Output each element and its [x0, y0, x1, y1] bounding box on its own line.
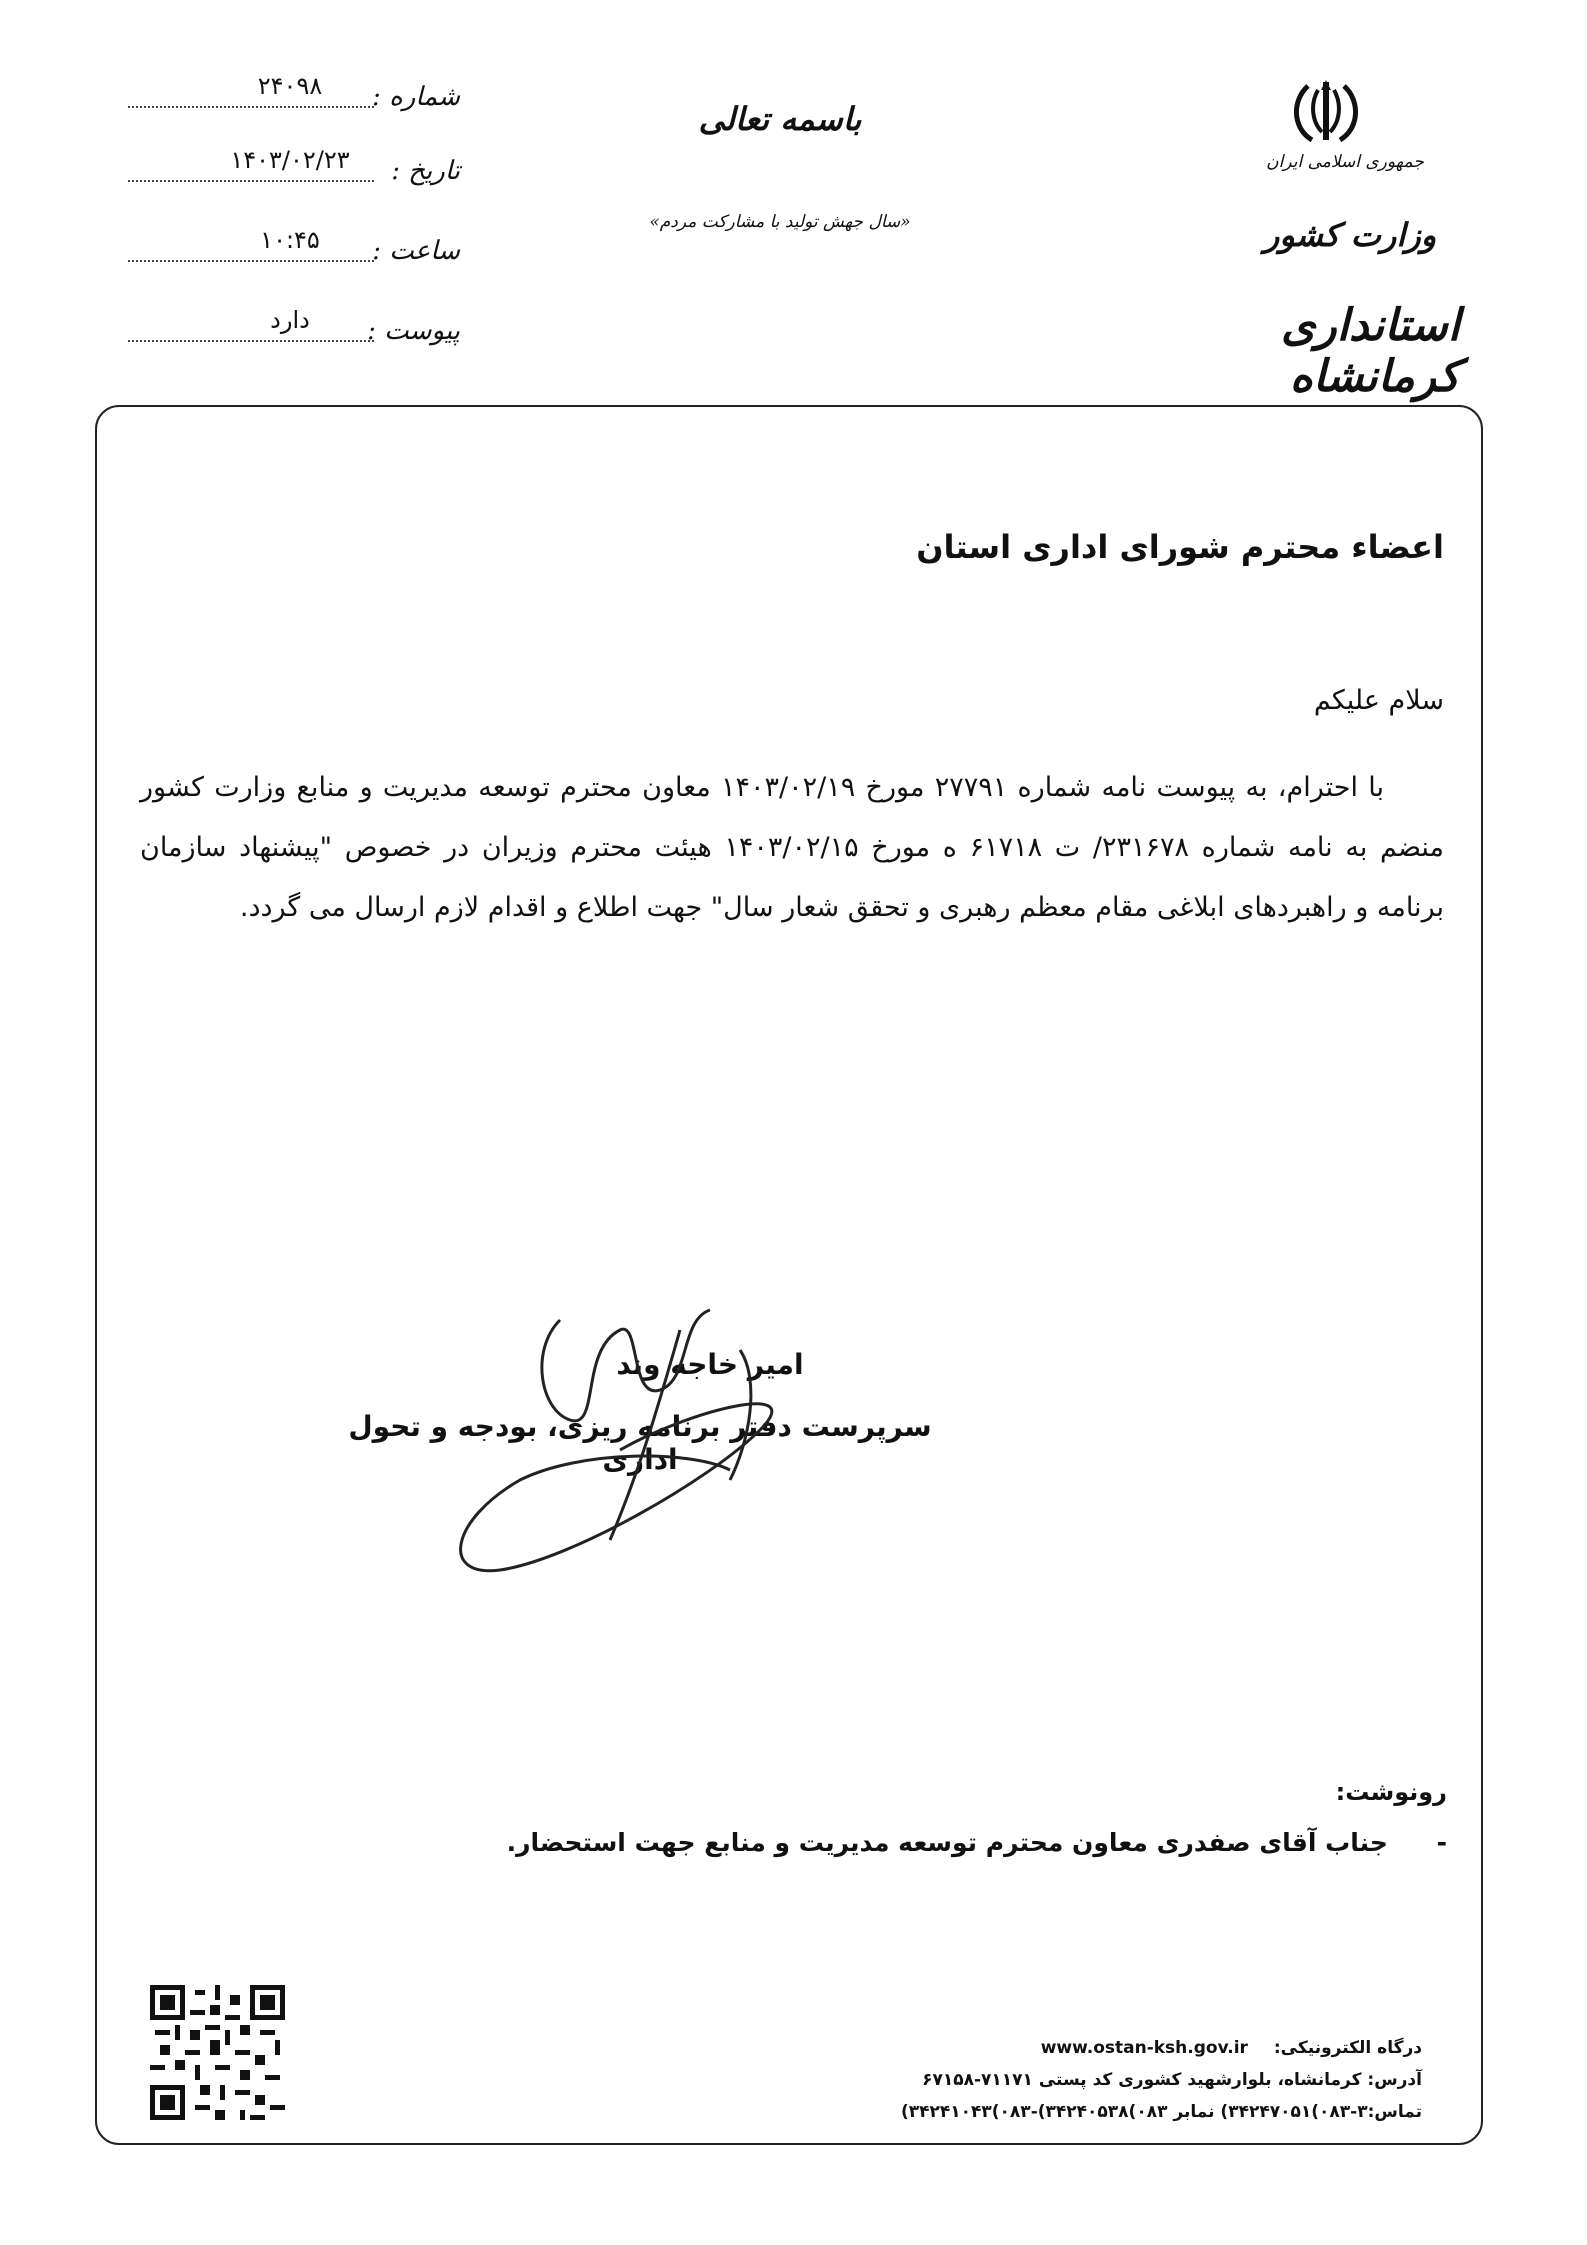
letter-time-label: ساعت :	[372, 236, 460, 266]
letter-number-field	[120, 72, 460, 118]
ministry-name: وزارت کشور	[1263, 216, 1437, 254]
letter-time-field	[120, 226, 460, 272]
cc-title: رونوشت:	[1335, 1778, 1447, 1806]
cc-bullet: -	[1436, 1828, 1447, 1857]
national-emblem-icon	[1288, 78, 1364, 148]
portal-label: درگاه الکترونیکی:	[1273, 2038, 1422, 2058]
letter-frame	[95, 405, 1483, 2145]
cc-item	[507, 1828, 1447, 1857]
addressee: اعضاء محترم شورای اداری استان	[916, 528, 1444, 566]
letter-number-value: ۲۴۰۹۸	[257, 72, 323, 100]
signer-title: سرپرست دفتر برنامه ریزی، بودجه و تحول اداری	[348, 1410, 932, 1476]
dotted-line	[128, 106, 374, 108]
invocation: باسمه تعالی	[698, 100, 862, 138]
dotted-line	[128, 180, 374, 182]
attachment-field	[120, 306, 460, 352]
address: آدرس: کرمانشاه، بلوارشهید کشوری کد پستی ۷۱۱۷۱-۶۷۱۵۸	[922, 2070, 1422, 2090]
letter-body: با احترام، به پیوست نامه شماره ۲۷۷۹۱ مورخ ۱۴۰۳/۰۲/۱۹ معاون محترم توسعه مدیریت و منابع وزارت کشور منضم به نامه شماره ۲۳۱۶۷۸/ ت ۶۱۷۱۸ ه مورخ ۱۴۰۳/۰۲/۱۵ هیئت محترم وزیران در خصوص "پیشنهاد سازمان برنامه و راهبردهای ابلاغی مقام معظم رهبری و تحقق شعار سال" جهت اطلاع و اقدام لازم ارسال می گردد.	[140, 772, 1444, 923]
letter-date-field	[120, 146, 460, 192]
letter-date-value: ۱۴۰۳/۰۲/۲۳	[230, 146, 350, 174]
portal-url[interactable]: www.ostan-ksh.gov.ir	[1040, 2038, 1248, 2058]
attachment-label: پیوست :	[367, 316, 460, 346]
attachment-value: دارد	[270, 306, 310, 334]
dotted-line	[128, 260, 374, 262]
contact-numbers: تماس:۳-۰۸۳)۳۴۲۴۷۰۵۱) نمابر ۰۸۳)۳۴۲۴۰۵۳۸)-۰۸۳)۳۴۲۴۱۰۴۳)	[900, 2102, 1422, 2122]
footer-contact	[802, 2032, 1422, 2128]
letter-time-value: ۱۰:۴۵	[260, 226, 320, 254]
qr-code-icon	[150, 1985, 285, 2120]
letter-date-label: تاریخ :	[391, 156, 460, 186]
country-name: جمهوری اسلامی ایران	[1266, 152, 1424, 172]
handwritten-signature-icon	[430, 1290, 910, 1590]
signer-name: امیر خاجه وند	[616, 1348, 804, 1381]
province-office-name: استانداری کرمانشاه	[1280, 300, 1460, 402]
cc-item-text: جناب آقای صفدری معاون محترم توسعه مدیریت و منابع جهت استحضار.	[506, 1828, 1388, 1857]
dotted-line	[128, 340, 374, 342]
letter-number-label: شماره :	[372, 82, 460, 112]
year-slogan: «سال جهش تولید با مشارکت مردم»	[649, 212, 911, 232]
greeting: سلام علیکم	[1313, 685, 1444, 716]
